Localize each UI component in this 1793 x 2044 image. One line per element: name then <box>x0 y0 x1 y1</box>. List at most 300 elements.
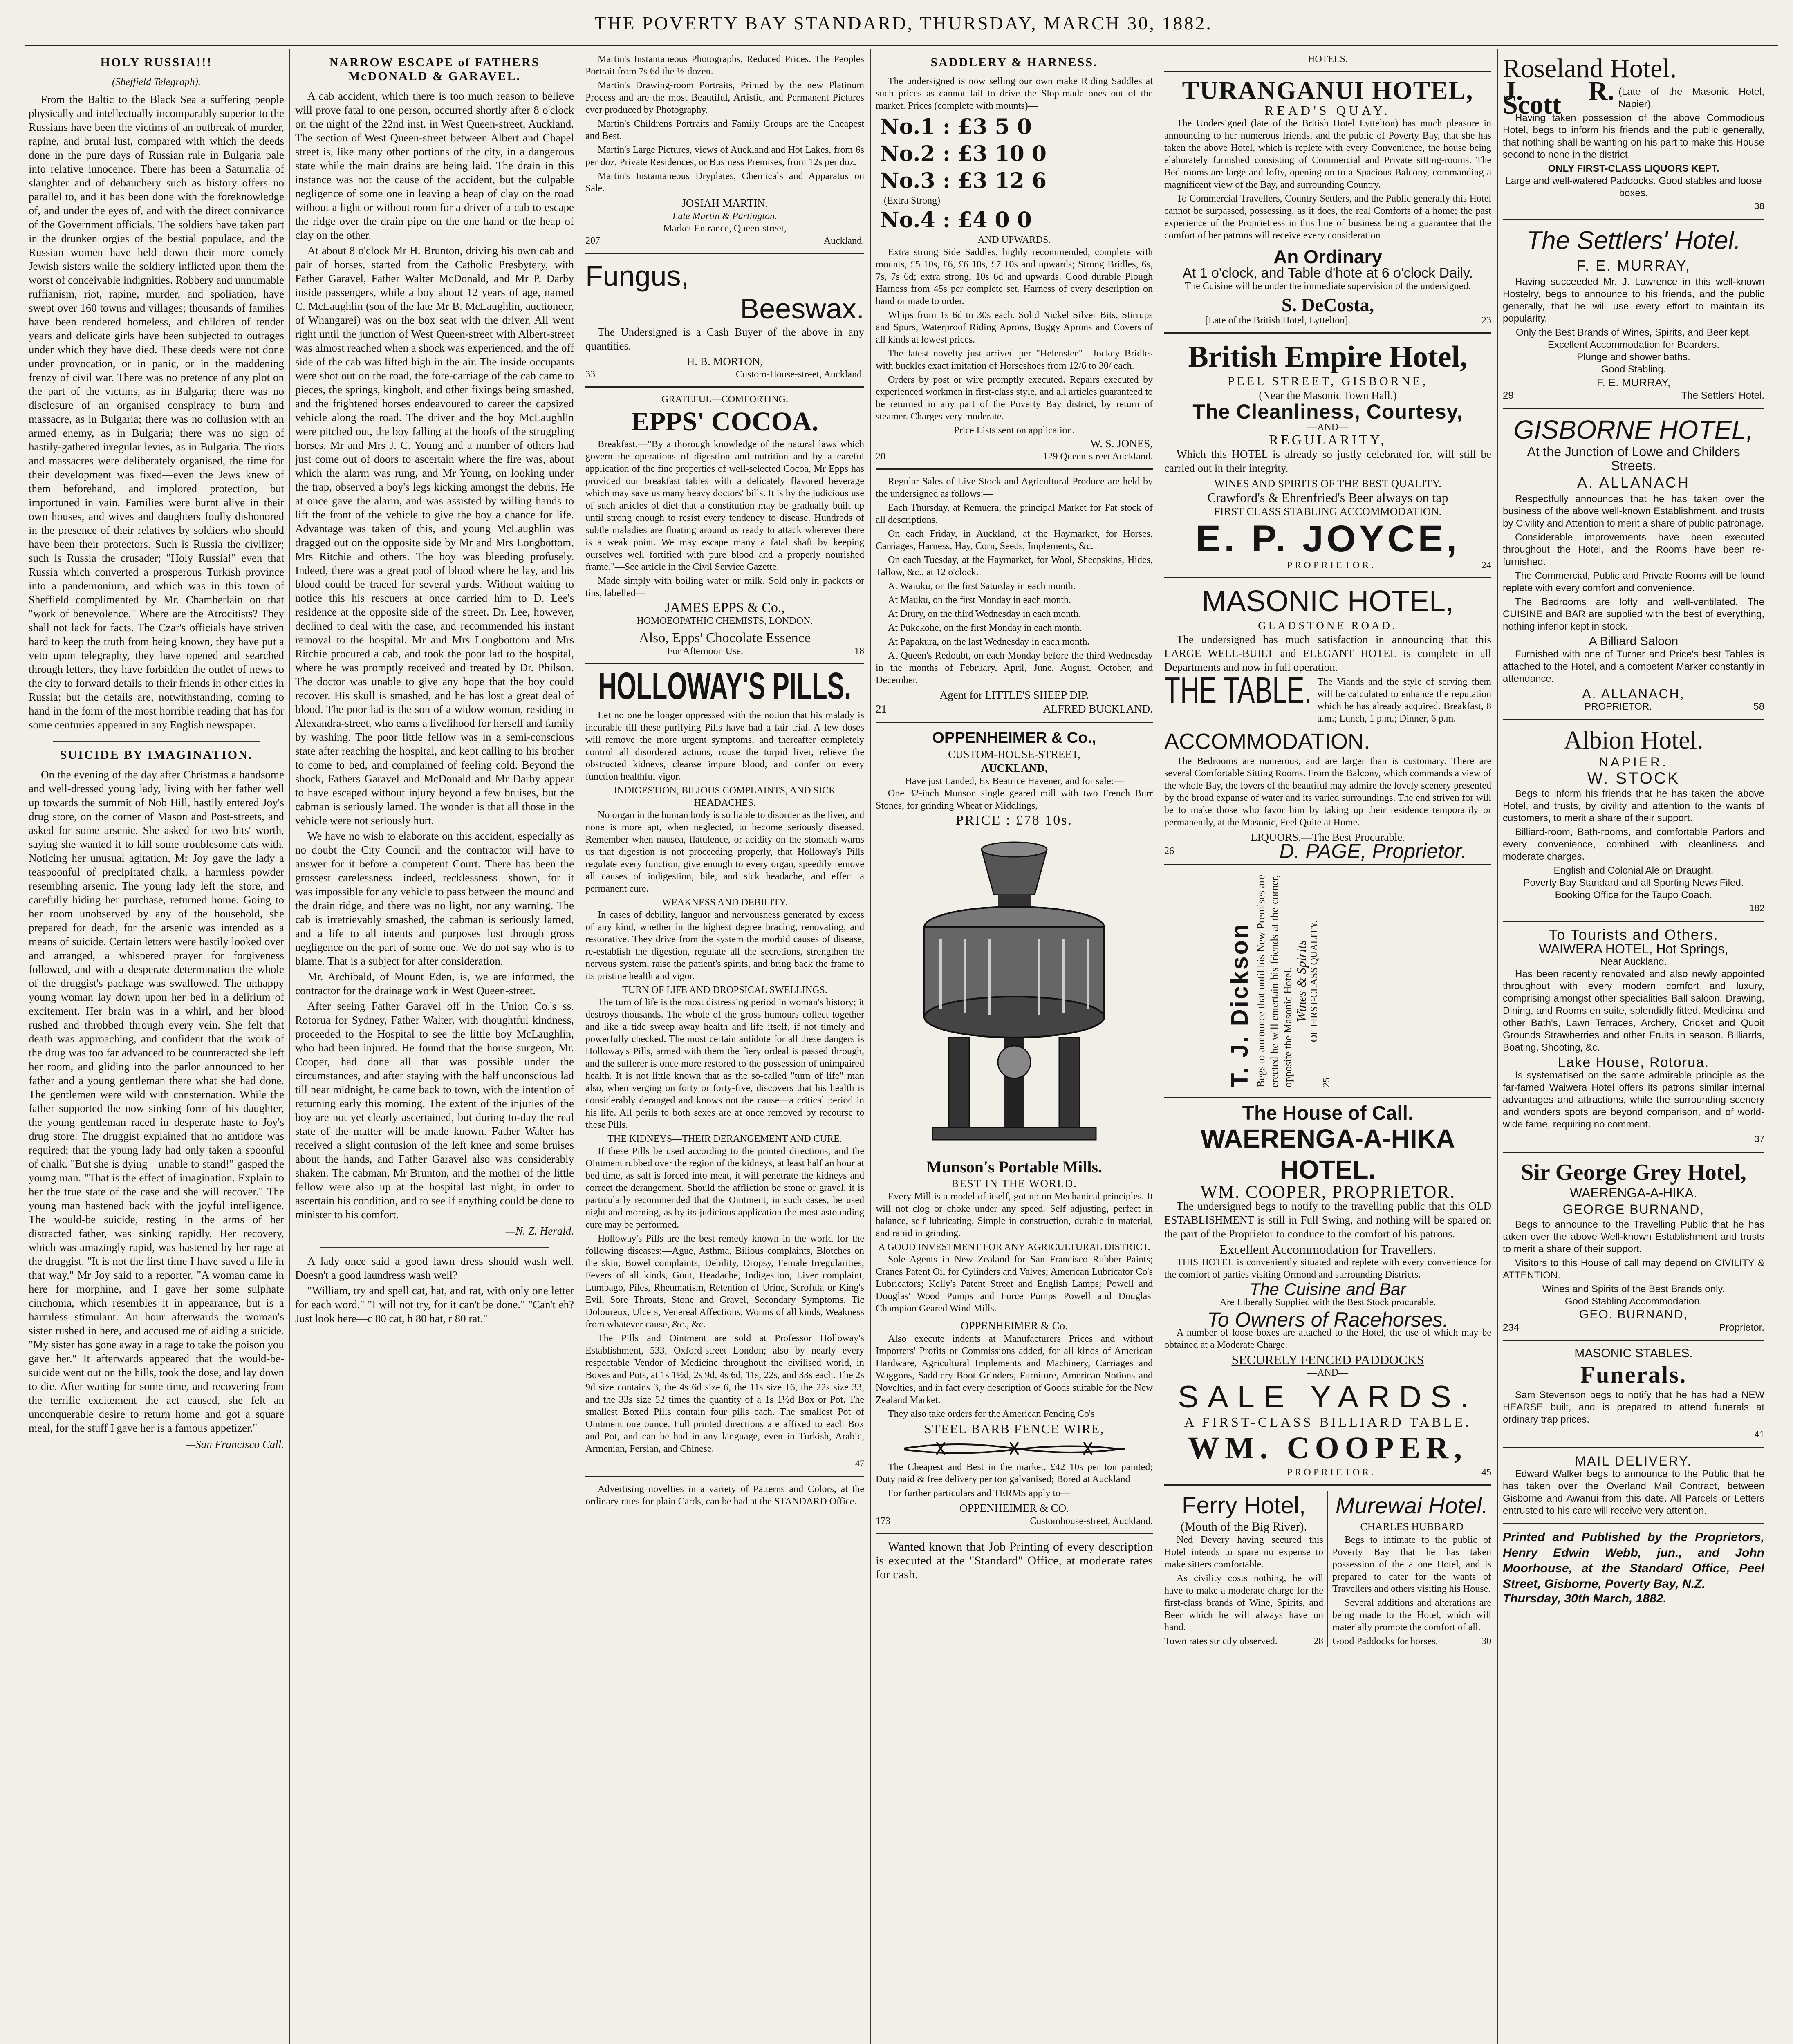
saddlery-text: Extra strong Side Saddles, highly recommended, complete with mounts, £5 10s, £6, £6 10s, £7 10s and upwards; Strong Bridles, 6s, 7s, 7s 6d; extra strong, 10s 6d and upwards. Good durable Plough Harness from 45s per complete set. Harness of every description on hand or made to order. <box>876 247 1153 307</box>
imprint-date: Thursday, 30th March, 1882. <box>1503 1592 1667 1605</box>
allanach-name: A. ALLANACH <box>1577 474 1690 491</box>
stabling-label: FIRST CLASS STABLING ACCOMMODATION. <box>1214 505 1442 518</box>
settlers-stabling: Good Stabling. <box>1601 364 1666 375</box>
fungus-footer <box>585 368 864 381</box>
dickson-ad <box>1164 871 1491 1091</box>
epps-chemists: HOMOEOPATHIC CHEMISTS, LONDON. <box>637 616 813 626</box>
turanganui-sub: READ'S QUAY. <box>1264 103 1391 118</box>
ad-number: 38 <box>1754 201 1764 211</box>
holloway-subhead: INDIGESTION, BILIOUS COMPLAINTS, AND SICK HEADACHES. <box>614 785 836 808</box>
billiard-saloon: A Billiard Saloon <box>1589 634 1679 648</box>
page-proprietor: D. PAGE, Proprietor. <box>1279 840 1467 863</box>
cuisine-bar-heading: The Cuisine and Bar <box>1249 1280 1406 1299</box>
article-separator <box>53 741 260 742</box>
scott-late: (Late of the Masonic Hotel, Napier), <box>1618 86 1764 110</box>
and-divider: —AND— <box>1307 1367 1348 1378</box>
cuisine-note: The Cuisine will be under the immediate supervision of the undersigned. <box>1185 281 1471 291</box>
saddlery-name: W. S. JONES, <box>1090 437 1153 450</box>
oppenheimer-text: Have just Landed, Ex Beatrice Havener, and for sale:— <box>905 776 1124 787</box>
sales-line: At Mauku, on the first Monday in each month. <box>888 595 1071 605</box>
oppenheimer-text: Also execute indents at Manufacturers Prices and without Importers' Profits or Commissions added, for all kinds of American Hardware, Agricultural Implements and Machinery, Carriages and Waggons, Saddlery Boot Grinders, Furniture, American Notions and Novelties, and in fact every description of Goods suitable for the New Zealand Market. <box>876 1334 1153 1405</box>
ad-number: 207 <box>585 235 600 246</box>
sales-line: At Drury, on the third Wednesday in each month. <box>888 609 1081 619</box>
article-separator <box>320 1247 549 1248</box>
ad-number: 23 <box>1481 315 1491 326</box>
martin-ad-line: Martin's Instantaneous Dryplates, Chemicals and Apparatus on Sale. <box>585 171 864 194</box>
joyce-name: E. P. JOYCE, <box>1195 518 1460 560</box>
mail-text: Edward Walker begs to announce to the Public that he has taken over the Overland Mail Contract, between Gisborne and Awanui from this date. All Parcels or Letters entrusted to his care will receive very attention. <box>1503 1468 1764 1516</box>
epps-title: EPPS' COCOA. <box>631 407 819 437</box>
british-empire-text: Which this HOTEL is already so justly celebrated for, will still be carried out in their integrity. <box>1164 448 1491 474</box>
crawford-label: Crawford's & Ehrenfried's Beer always on tap <box>1207 490 1448 505</box>
martin-name: JOSIAH MARTIN, <box>681 197 768 209</box>
masthead: THE POVERTY BAY STANDARD, THURSDAY, MARCH 30, 1882. <box>594 13 1213 34</box>
ferry-hotel-ad <box>1164 1491 1328 1647</box>
munson-title: Munson's Portable Mills. <box>926 1158 1103 1176</box>
sale-yards-heading: SALE YARDS. <box>1178 1380 1478 1414</box>
ad-number: 20 <box>876 451 885 462</box>
albion-ale: English and Colonial Ale on Draught. <box>1553 865 1714 876</box>
ad-number: 33 <box>585 369 595 380</box>
settlers-footer <box>1503 390 1764 402</box>
price-row <box>880 114 1153 141</box>
ad-separator <box>585 1476 864 1477</box>
epps-also: Also, Epps' Chocolate Essence <box>639 630 811 645</box>
grey-text: Good Stabling Accommodation. <box>1564 1296 1703 1307</box>
ordinary-time: At 1 o'clock, and Table d'hote at 6 o'clock Daily. <box>1183 265 1473 281</box>
price-value: £3 10 0 <box>958 141 1047 166</box>
fungus-text: The Undersigned is a Cash Buyer of the above in any quantities. <box>585 326 864 352</box>
dickson-wines: Wines & Spirits <box>1294 940 1309 1022</box>
epps-pretitle: GRATEFUL—COMFORTING. <box>661 394 788 405</box>
sales-footer <box>876 702 1153 716</box>
fungus-name: H. B. MORTON, <box>686 355 763 368</box>
scott-row <box>1503 76 1764 120</box>
oppenheimer-footer <box>876 1515 1153 1527</box>
ad-separator <box>1164 1097 1491 1098</box>
racehorses-heading: To Owners of Racehorses. <box>1207 1308 1449 1331</box>
column-1 <box>29 53 284 2044</box>
british-empire-street: PEEL STREET, GISBORNE, <box>1227 374 1428 388</box>
ad-separator <box>1164 332 1491 334</box>
ad-number: 26 <box>1164 846 1174 856</box>
wines-label: WINES AND SPIRITS OF THE BEST QUALITY. <box>1214 477 1441 490</box>
table-text: The Viands and the style of serving them will be calculated to enhance the reputation which he has already acquired. Breakfast, 8 a.m.; Lunch, 1 p.m.; Dinner, 6 p.m. <box>1317 677 1491 724</box>
beeswax-heading: Beeswax. <box>740 293 864 325</box>
ferry-town: Town rates strictly observed. <box>1164 1636 1278 1647</box>
settlers-text: Excellent Accommodation for Boarders. <box>1547 339 1720 350</box>
holloway-paragraph: No organ in the human body is so liable to disorder as the liver, and none is more apt, when neglected, to become seriously diseased. Remember when nausea, flatulence, or acidity on the stomach warns us that digestion is not proceeding properly, that Holloway's Pills regulate every function, give enough to every organ, speedily remove all causes of indigestion, bile, and sick headache, and effect a permanent cure. <box>585 810 864 894</box>
ad-number: 24 <box>1481 560 1491 571</box>
british-empire-near: (Near the Masonic Town Hall.) <box>1259 389 1397 401</box>
waiwera-text: Has been recently renovated and also newly appointed throughout with every modern comfort and luxury, comprising amongst other specialities Ball saloon, Drawing, Dining, and Rooms en suite, splendidly fitted. Medicinal and other Bath's, Lawn Terraces, Archery, Cricket and Quoit Grounds Strawberries and other Fruits in season. Billiards, Boating, Shooting, &c. <box>1503 968 1764 1053</box>
gisborne-text: The Bedrooms are lofty and well-ventilated. The CUISINE and BAR are supplied with the best of everything, nothing inferior kept in stock. <box>1503 596 1764 632</box>
albion-title: Albion Hotel. <box>1564 726 1703 754</box>
ad-number: 37 <box>1754 1134 1764 1144</box>
grinding-mill-illustration <box>900 833 1129 1152</box>
paddocks-label: SECURELY FENCED PADDOCKS <box>1231 1352 1424 1367</box>
price-row <box>880 168 1153 195</box>
liquors-line: LIQUORS.—The Best Procurable. <box>1251 831 1405 843</box>
turanganui-text: To Commercial Travellers, Country Settlers, and the Public generally this Hotel cannot be surpassed, possessing, as it does, the real Comforts of a home; the past experience of the Proprietress in this line of business being a guarantee that the comfort of her patrons will receive every consideration <box>1164 193 1491 241</box>
article-paragraph: From the Baltic to the Black Sea a suffering people physically and intellectually incomparably superior to the Russians have been the victims of an outbreak of murder, rapine, and brutal lust, compared with which the deeds done in the pure days of Russian rule in Bulgaria pale into relative innocence. There has been a Saturnalia of slaughter and of debauchery such as history offers no parallel to, and it has been done with the foreknowledge of, and under the eyes of, and with the direct connivance of the Government officials. The soldiers have taken part in the drunken orgies of the bestial populace, and the Russian women have held down their more comely Jewish sisters while the soldiery inflicted upon them the worst of conceivable indignities. Robbery and unnumable ruffianism, riot, rapine, murder, and spoliation, have swept over 160 towns and villages; thousands of families have been rendered homeless, and children of tender years and delicate girls have been subjected to outrages under which they have died. These deeds were not done under provocation, or in panic, or in the maddening frenzy of civil war. There was no pretence of any plot on the part of the victims, as in Bulgaria; there was no disclosure of an organised conspiracy to burn and massacre, as in Bulgaria; there was no collusion with an armed enemy, as in Bulgaria; there was no sign of hastily-gathered irregular levies, as in Bulgaria. The riots and massacres were deliberately organised, the time for their development was fixed—even the Jews knew of them beforehand, and implored protection, but importuned in vain. Families were burnt alive in their own houses, and wives and daughters foully dishonored in the presence of their relatives by soldiers who should have been their protectors. Such is Russia the civilizer; such is Russia the crusader; "Holy Russia!" even that Russia which converted a prosperous Turkish province into a pandemonium, and which was in this town of Sheffield complimented by Mr. Chamberlain on that "work of benevolence." Where are the Atrocitists? They shall not lack for facts. The Czar's officials have striven hard to keep the truth from being known, they have put a veto upon telegraphy, they have opened and searched through letters, they have forbidden the outlet of news to the city to forward details to their friends in other cities in Russia; but the details are, notwithstanding, coming to hand in the form of the most horrible reading that has for some centuries appeared in any English newspaper. <box>29 93 284 731</box>
oppenheimer-title: OPPENHEIMER & Co., <box>932 729 1096 746</box>
ad-number: 21 <box>876 703 887 715</box>
ad-number: 173 <box>876 1516 890 1526</box>
sales-line: Regular Sales of Live Stock and Agricultural Produce are held by the undersigned as follows:— <box>876 476 1153 499</box>
ad-number: 234 <box>1503 1322 1520 1333</box>
martin-city: Auckland. <box>823 235 864 246</box>
decosta-late: [Late of the British Hotel, Lyttelton]. <box>1205 315 1351 326</box>
and-divider: —AND— <box>1307 422 1348 433</box>
sales-line: On each Friday, in Auckland, at the Haymarket, for Horses, Carriages, Harness, Hay, Corn, Seeds, Implements, &c. <box>876 529 1153 551</box>
epps-text: Breakfast.—"By a thorough knowledge of the natural laws which govern the operations of digestion and nutrition and by a careful application of the fine properties of well-selected Cocoa, Mr Epps has provided our breakfast tables with a delicately flavored beverage which may save us many heavy doctors' bills. It is by the judicious use of such articles of diet that a constitution may be gradually built up until strong enough to resist every tendency to disease. Hundreds of subtle maladies are floating around us ready to attack wherever there is a weak point. We may escape many a fatal shaft by keeping ourselves well fortified with pure blood and a properly nourished frame."—See article in the Civil Service Gazette. <box>585 439 864 572</box>
burnand-signature: GEO. BURNAND, <box>1579 1308 1688 1321</box>
column-6 <box>1503 53 1764 2044</box>
oppenheimer-text: One 32-inch Munson single geared mill with two French Burr Stones, for grinding Wheat or Middlings, <box>876 788 1153 811</box>
cooper-proprietor-label: PROPRIETOR. <box>1287 1467 1376 1478</box>
grey-text: Begs to announce to the Travelling Public that he has taken over the above Well-known Establishment and trusts to merit a share of their support. <box>1503 1219 1764 1255</box>
article-source: (Sheffield Telegraph). <box>112 76 201 87</box>
column-divider <box>289 49 290 2044</box>
lake-house-text: Is systematised on the same admirable principle as the far-famed Waiwera Hotel offers its patrons similar internal advantages and attractions, while the surrounding scenery and wonders spots are beyond comparison, and of world-wide fame, requiring no comment. <box>1503 1070 1764 1130</box>
albion-text: Billiard-room, Bath-rooms, and comfortable Parlors and every convenience, combined with cleanliness and moderate charges. <box>1503 827 1764 862</box>
upwards-label: AND UPWARDS. <box>977 235 1051 245</box>
dickson-rotated <box>1226 875 1418 1087</box>
cooper-proprietor: WM. COOPER, PROPRIETOR. <box>1200 1182 1455 1202</box>
martin-ad-line: Martin's Drawing-room Portraits, Printed by the new Platinum Process and are the most Beautiful, Artistic, and Permanent Pictures ever produced by Photography. <box>585 80 864 115</box>
imprint: Printed and Published by the Proprietors, Henry Edwin Webb, jun., and John Moorhouse, at the Standard Office, Peel Street, Gisborne, Poverty Bay, N.Z. <box>1503 1531 1764 1591</box>
settlers-signature: The Settlers' Hotel. <box>1681 390 1764 401</box>
oppenheimer-street: CUSTOM-HOUSE-STREET, <box>948 748 1080 760</box>
holloway-paragraph: If these Pills be used according to the printed directions, and the Ointment rubbed over the region of the kidneys, at least half an hour at bed time, as salt is forced into meat, it will penetrate the kidneys and correct the derangement. Should the affliction be stone or gravel, it is particularly recommended that the Ointment, in such cases, be used night and morning, as by its judicious application the most astounding cure may be performed. <box>585 1146 864 1230</box>
price-value: £3 5 0 <box>958 114 1032 139</box>
oppenheimer-title: OPPENHEIMER & CO. <box>959 1502 1069 1514</box>
ad-number: 25 <box>1321 1078 1332 1087</box>
funerals-heading: Funerals. <box>1580 1361 1687 1388</box>
ad-number: 30 <box>1481 1636 1491 1647</box>
settlers-text: Only the Best Brands of Wines, Spirits, and Beer kept. <box>1515 327 1752 338</box>
joyce-proprietor: PROPRIETOR. <box>1287 560 1376 571</box>
waiwera-near: Near Auckland. <box>1600 956 1667 967</box>
ad-separator <box>1503 408 1764 409</box>
ferry-footer <box>1164 1635 1323 1647</box>
price-list <box>876 114 1153 234</box>
martin-ad-line: Martin's Instantaneous Photographs, Reduced Prices. The Peoples Portrait from 7s 6d the ½-dozen. <box>585 54 864 77</box>
ad-separator <box>1503 1523 1764 1524</box>
roseland-liquors: ONLY FIRST-CLASS LIQUORS KEPT. <box>1548 163 1719 174</box>
gisborne-sub: At the Junction of Lowe and Childers Streets. <box>1527 444 1740 473</box>
murray-signature: F. E. MURRAY, <box>1596 377 1671 389</box>
article-signature: —San Francisco Call. <box>186 1438 284 1450</box>
article-title: HOLY RUSSIA!!! <box>100 56 213 69</box>
column-5 <box>1164 53 1491 2044</box>
ad-separator <box>585 386 864 388</box>
ad-number: 28 <box>1313 1636 1323 1647</box>
gisborne-text: Respectfully announces that he has taken over the business of the above well-known Establishment, and trusts by Civility and Attention to merit a share of public patronage. <box>1503 493 1764 529</box>
holloway-paragraph: In cases of debility, languor and nervousness generated by excess of any kind, whether in the highest degree bracing, renovating, and restorative. They drive from the system the morbid causes of disease, re-establish the digestion, regulate all the secretions, strengthen the nervous system, raise the patient's spirits, and bring back the frame to its pristine health and vigor. <box>585 910 864 982</box>
price-label: No.1 : <box>880 114 950 139</box>
ad-separator <box>1503 1447 1764 1448</box>
albion-sub: NAPIER. <box>1598 755 1669 769</box>
gisborne-text: The Commercial, Public and Private Rooms will be found replete with every comfort and convenience. <box>1503 570 1764 594</box>
ad-number: 41 <box>1754 1429 1764 1439</box>
regularity-heading: REGULARITY, <box>1269 433 1387 448</box>
murewai-text: Several additions and alterations are being made to the Hotel, which will materially promote the comfort of all. <box>1332 1598 1491 1633</box>
house-of-call-heading: The House of Call. <box>1242 1103 1414 1124</box>
article-title: SUICIDE BY IMAGINATION. <box>60 748 253 762</box>
grey-footer <box>1503 1322 1764 1334</box>
roseland-paddocks: Large and well-watered Paddocks. Good stables and loose boxes. <box>1505 175 1762 199</box>
oppenheimer-address: Customhouse-street, Auckland. <box>1030 1516 1153 1526</box>
burnand-proprietor: Proprietor. <box>1719 1322 1764 1333</box>
decosta-footer <box>1164 314 1491 327</box>
settlers-title: The Settlers' Hotel. <box>1526 226 1741 255</box>
saddlery-text: Price Lists sent on application. <box>954 425 1075 436</box>
price-value: £4 0 0 <box>958 208 1032 233</box>
column-3 <box>585 53 864 2044</box>
ad-separator <box>1164 71 1491 72</box>
ferry-murewai-row <box>1164 1491 1491 1647</box>
joke-paragraph: A lady once said a good lawn dress should wash well. Doesn't a good laundress wash well? <box>295 1255 574 1281</box>
murray-name: F. E. MURRAY, <box>1576 257 1691 274</box>
ad-separator <box>1503 1152 1764 1153</box>
article-paragraph: After seeing Father Garavel off in the Union Co.'s ss. Rotorua for Sydney, Father Walter, with thoughtful kindness, proceeded to the Hospital to see the little boy McLaughlin, who had been injured. He found that the house surgeon, Mr. Cooper, had done all that was possible under the circumstances, and after staying with the half unconscious lad till near midnight, he came back to town, with the intention of returning early this morning. The extent of the injuries of the boy are not yet clearly ascertained, but during to-day the real state of the matter will be made known. Father Walter has received a slight contusion of the left knee and some bruises about the hands, and Father Garavel also was considerably shaken. The cabman, Mr Brunton, and the mother of the little fellow were also up at the hospital last night, in order to ascertain his condition, and to see if anything could be done to minister to his comfort. <box>295 1000 574 1221</box>
holloway-subhead: WEAKNESS AND DEBILITY. <box>662 897 788 908</box>
table-section <box>1164 669 1491 725</box>
ad-separator <box>585 253 864 254</box>
ad-separator <box>1164 577 1491 578</box>
grey-sub: WAERENGA-A-HIKA. <box>1570 1186 1697 1200</box>
ad-separator <box>876 722 1153 723</box>
liberal-supply: Are Liberally Supplied with the Best Stock procurable. <box>1219 1297 1436 1308</box>
waerenga-text: The undersigned begs to notify to the travelling public that this OLD ESTABLISHMENT is still in Full Swing, and nothing will be spared on the part of the Proprietor to conduce to the comfort of his patrons. <box>1164 1200 1491 1240</box>
barb-wire-label: STEEL BARB FENCE WIRE, <box>924 1421 1105 1436</box>
albion-booking: Booking Office for the Taupo Coach. <box>1555 890 1712 901</box>
ad-number: 182 <box>1749 903 1764 913</box>
ad-separator <box>876 1533 1153 1534</box>
column-2 <box>295 53 574 2044</box>
settlers-text: Having succeeded Mr. J. Lawrence in this well-known Hostelry, begs to announce to his friends, and the public generally, that he will use every effort to maintain its popularity. <box>1503 276 1764 324</box>
accommodation-heading: ACCOMMODATION. <box>1164 729 1370 754</box>
ad-number: 29 <box>1503 390 1514 401</box>
saddlery-address: 129 Queen-street Auckland. <box>1043 451 1153 462</box>
sales-line: At Papakura, on the last Wednesday in each month. <box>888 637 1090 647</box>
holloway-subhead: THE KIDNEYS—THEIR DERANGEMENT AND CURE. <box>607 1134 842 1144</box>
martin-footer <box>585 235 864 247</box>
cooper-name: WM. COOPER, <box>1188 1431 1468 1465</box>
turanganui-title: TURANGANUI HOTEL, <box>1182 77 1474 105</box>
ad-separator <box>1503 719 1764 720</box>
holloway-paragraph: The Pills and Ointment are sold at Professor Holloway's Establishment, 533, Oxford-street London; also by nearly every respectable Vendor of Medicine throughout the civilised world, in Boxes and Pots, at 1s 1½d, 2s 9d, 4s 6d, 11s, 22s, and 33s each. The 2s 9d size contains 3, the 4s 6d size 6, the 11s size 16, the 22s size 33, and the 33s size 52 times the quantity of a 1s 1½d Box or Pot. The smallest Boxed Pills contain four pills each. The smallest Pot of Ointment one ounce. Full printed directions are affixed to each Box and Pot, and can be had in any language, even in Turkish, Arabic, Armenian, Persian, and Chinese. <box>585 1333 864 1454</box>
sales-line: At Queen's Redoubt, on each Monday before the third Wednesday in the months of February, April, June, August, October, and December. <box>876 650 1153 686</box>
ad-separator <box>1503 921 1764 922</box>
epps-footer <box>585 645 864 657</box>
joke-paragraph: "William, try and spell cat, hat, and rat, with only one letter for each word." "I will not try, for it can't be done." "Can't eh? Just look here—c 80 cat, h 80 hat, r 80 rat." <box>295 1284 574 1325</box>
price-row <box>880 207 1153 234</box>
article-paragraph: On the evening of the day after Christmas a handsome and well-dressed young lady, living with her father well up towards the summit of Nob Hill, hastily entered Joy's drug store, on the corner of Mason and Post-streets, and asked for some arsenic. She asked for two bits' worth, saying she wanted it to kill some troublesome cats with. Noticing her unusual agitation, Mr Joy gave the lady a teaspoonful of precipitated chalk, a harmless powder resembling arsenic. The young lady left the store, and carefully hiding her purchase, returned home. Going to her room unobserved by any of the household, she prepared for death, for the arsenic was intended as a means of suicide. Certain letters were hastily looked over and arranged, a whispered prayer for forgiveness followed, and with a desperate determination the whole of the druggist's package was swallowed. The unhappy young woman lay down upon her bed in a delirium of excitement. Her brain was in a whirl, and her blood rushed and throbbed through every vein. She felt that death was approaching, and confident that the work of the drug was too far advanced to be counteracted she left her room, and gliding into the parlor announced to her father and a young gentleman there what she had done. The gentlemen were wild with consternation. While the father supported the now sinking form of his daughter, the young gentleman raced in desperate haste to Joy's drug store. The druggist explained that no antidote was required; that the young lady had only taken a spoonful of chalk. "But she is dying—unable to stand!" gasped the young man. "That is the effect of imagination. Explain to her the true state of the case and she will recover." The young man hastened back with the joyful intelligence. The would-be suicide, resting in the arms of her distracted father, was sinking rapidly. Her recovery, which was amazingly rapid, was hastened by her rage at the druggist. "It is not the first time I have saved a life in that way," Mr Joy said to a reporter. "A woman came in here for morphine, and I gave her some sulphate cinchonia, which resembles it in appearance, but is a harmless stimulant. An hour afterwards the woman's sister rushed in here, and accused me of aiding a suicide. "My sister has gone away in a rage to take the poison you gave her." It afterwards appeared that the would-be-suicide went out on the hills, took the dose, and lay down to die. After waiting for some time, and recovering from the terrific excitement the act caused, she felt an unconquerable desire to return home and got a square meal, for the stuff I gave her is a famous appetizer." <box>29 769 284 1434</box>
holloway-title: HOLLOWAY'S PILLS. <box>598 665 852 708</box>
albion-news: Poverty Bay Standard and all Sporting News Filed. <box>1523 877 1744 888</box>
munson-text: Every Mill is a model of itself, got up on Mechanical principles. It will not clog or choke under any speed. Self adjusting, perfect in balance, self lubricating. Simple in construction, durable in material, and rapid in grinding. <box>876 1191 1153 1239</box>
ferry-sub: (Mouth of the Big River). <box>1180 1520 1307 1533</box>
billiard-table-label: A FIRST-CLASS BILLIARD TABLE. <box>1184 1415 1472 1430</box>
sales-line: On each Tuesday, at the Haymarket, for Wool, Sheepskins, Hides, Tallow, &c., at 12 o'clock. <box>876 555 1153 578</box>
mill-price: PRICE : £78 10s. <box>955 813 1073 828</box>
article-paragraph: A cab accident, which there is too much reason to believe will prove fatal to one person, occurred shortly after 8 o'clock on the night of the 22nd inst. in West Queen-street, Auckland. The section of West Queen-street between Albert and Chapel street is, like many other portions of the city, in a dangerous state while the main drains are being laid. The drain in this instance was not the cause of the accident, but the culpable negligence of some one in leaving a heap of clay on the road without a light or without room for a driver of a cab to escape the ridge over the drain pipe on the one hand or the heap of clay on the other. <box>295 90 574 241</box>
allanach-proprietor: PROPRIETOR. <box>1585 701 1652 712</box>
allanach-signature: A. ALLANACH, <box>1582 686 1685 701</box>
oppenheimer-city: AUCKLAND, <box>981 762 1048 774</box>
joyce-footer <box>1164 559 1491 572</box>
cleanliness-heading: The Cleanliness, Courtesy, <box>1192 400 1463 423</box>
munson-best: BEST IN THE WORLD. <box>951 1177 1077 1190</box>
turanganui-text: The Undersigned (late of the British Hotel Lyttelton) has much pleasure in announcing to her numerous friends, and the public of Poverty Bay, that she has taken the above Hotel, which is replete with every Convenience, the house being elaborately furnished consisting of Commercial and Private sitting-rooms. The Bed-rooms are large and lofty, opening on to a Spacious Balcony, commanding a magnificent view of the Bay, and surrounding Country. <box>1164 118 1491 190</box>
ad-separator <box>1503 219 1764 220</box>
saddlery-footer <box>876 450 1153 463</box>
ad-number: 58 <box>1753 701 1764 712</box>
holloway-subhead: TURN OF LIFE AND DROPSICAL SWELLINGS. <box>622 985 827 995</box>
murewai-title: Murewai Hotel. <box>1335 1493 1488 1518</box>
price-value: £3 12 6 <box>958 168 1047 193</box>
masthead-rule <box>25 45 1778 47</box>
epps-company: JAMES EPPS & Co., <box>665 600 785 615</box>
ad-separator <box>1503 1340 1764 1341</box>
grey-hotel-title: Sir George Grey Hotel, <box>1521 1160 1746 1185</box>
saddlery-header: SADDLERY & HARNESS. <box>930 56 1098 69</box>
article-title: NARROW ESCAPE of FATHERS McDONALD & GARAVEL. <box>329 56 540 83</box>
decosta-name: S. DeCosta, <box>1281 294 1374 315</box>
racehorses-text: A number of loose boxes are attached to the Hotel, the use of which may be obtained at a Moderate Charge. <box>1164 1327 1491 1350</box>
column-divider <box>1497 49 1498 2044</box>
holloway-paragraph: Holloway's Pills are the best remedy known in the world for the following diseases:—Ague, Asthma, Bilious complaints, Blotches on the skin, Bowel complaints, Debility, Dropsy, Female Irregularities, Fevers of all kinds, Gout, Headache, Indigestion, Liver complaint, Lumbago, Piles, Rheumatism, Retention of Urine, Scrofula or King's Evil, Sore Throats, Stone and Gravel, Secondary Symptoms, Tic Doloureux, Ulcers, Venereal Affections, Worms of all kinds, Weakness from whatever cause, &c., &c. <box>585 1233 864 1330</box>
price-row <box>880 141 1153 168</box>
waerenga-title: WAERENGA-A-HIKA HOTEL. <box>1200 1124 1455 1184</box>
column-4 <box>876 53 1153 2044</box>
ad-number: 47 <box>855 1458 864 1468</box>
ad-separator <box>876 468 1153 470</box>
roseland-title: Roseland Hotel. <box>1503 54 1677 83</box>
fungus-heading: Fungus, <box>585 260 689 292</box>
ad-separator <box>1164 864 1491 865</box>
sales-name: ALFRED BUCKLAND. <box>1043 703 1153 715</box>
wanted-notice: Wanted known that Job Printing of every description is executed at the "Standard" Office, at moderate rates for cash. <box>876 1540 1153 1581</box>
holloway-paragraph: The turn of life is the most distressing period in woman's history; it destroys thousands. The whole of the gross humours collect together and like a tide sweep away health and life itself, if not timely and powerfully checked. The most certain antidote for all these dangers is Holloway's Pills, armed with them the fiery ordeal is passed through, and the sufferer is once more restored to the possession of unimpaired health. It is not little known that as the so-called "turn of life" man also, when verging on forty or forty-five, discovers that his health is considerably deranged and knows not the cause—a critical period in his life. All perils to both sexes are at once removed by recourse to these Pills. <box>585 997 864 1130</box>
british-empire-title: British Empire Hotel, <box>1188 340 1468 374</box>
investment-label: A GOOD INVESTMENT FOR ANY AGRICULTURAL DISTRICT. <box>878 1242 1150 1253</box>
article-paragraph: We have no wish to elaborate on this accident, especially as no doubt the City Council and the contractor will have to answer for it before a competent Court. There has been the grossest carelessness—indeed, recklessness—shown, for it was impossible for any vehicle to pass between the mound and the drain ridge, and there was no light, nor any warning. The cab is irretrievably smashed, the cabman is seriously lamed, and a life to all intents and purposes lost through gross negligence on the part of some one. We do not say who is to blame. That is a subject for after consideration. <box>295 830 574 967</box>
funerals-text: Sam Stevenson begs to notify that he has had a NEW HEARSE built, and is prepared to attend funerals at ordinary trap prices. <box>1503 1390 1764 1425</box>
gisborne-text: Furnished with one of Turner and Price's best Tables is attached to the Hotel, and a competent Marker constantly in attendance. <box>1503 649 1764 684</box>
hotels-header: HOTELS. <box>1308 54 1348 65</box>
saddlery-text: Orders by post or wire promptly executed. Repairs executed by experienced workmen in first-class style, and all articles guaranteed to be returned in any part of the Poverty Bay district, by return of steamer. Charges very moderate. <box>876 374 1153 422</box>
article-paragraph: Mr. Archibald, of Mount Eden, is, we are informed, the contractor for the drainage work in West Queen-street. <box>295 970 574 997</box>
stock-name: W. STOCK <box>1587 769 1680 787</box>
murewai-paddocks: Good Paddocks for horses. <box>1332 1636 1438 1647</box>
excellent-accommodation: Excellent Accommodation for Travellers. <box>1219 1242 1436 1257</box>
roseland-text: Having taken possession of the above Commodious Hotel, begs to inform his friends and the public generally, that nothing shall be wanting on his part to make this House second to none in the district. <box>1503 112 1764 160</box>
grey-text: Visitors to this House of call may depend on CIVILITY & ATTENTION. <box>1503 1257 1764 1281</box>
gisborne-title: GISBORNE HOTEL, <box>1513 415 1754 444</box>
saddlery-text: Whips from 1s 6d to 30s each. Solid Nickel Silver Bits, Stirrups and Spurs, Waterproof Riding Aprons, Buggy Aprons and Covers of all kinds at lowest prices. <box>876 310 1153 345</box>
dickson-name: T. J. Dickson <box>1226 922 1253 1087</box>
martin-address: Market Entrance, Queen-street, <box>663 223 787 234</box>
ferry-text: As civility costs nothing, he will have to make a moderate charge for the first-class brands of Wine, Spirits, and Beer which he will always have on hand. <box>1164 1573 1323 1633</box>
price-label: No.4 : <box>880 208 950 233</box>
sales-line: At Waiuku, on the first Saturday in each month. <box>888 581 1076 592</box>
article-paragraph: At about 8 o'clock Mr H. Brunton, driving his own cab and pair of horses, started from the Catholic Presbytery, with Father Garavel, Father Walter McDonald, and Mr P. Darby inside passengers, while a boy about 12 years of age, named C. McLaughlin (son of the late Mr B. McLaughlin, auctioneer, of Whangarei) was on the box seat with the driver. All went right until the junction of West Queen-street with Albert-street was almost reached when a shock was experienced, and the off side of the cab was lifted high in the air. The inside occupants were shot out on the road, the fore-carriage of the cab came to pieces, the springs, kingbolt, and other fixings being smashed, and the frightened horses endeavoured to career the capsized vehicle along the road. The driver and the boy McLaughlin were pitched out, the boy falling at the hoofs of the struggling horses. Mr and Mrs J. C. Young and a number of others had just come out of doors to ascertain where the fire was, about which the alarm was rung, and Mr Young, on looking under the trap, observed a boy's legs kicking amongst the debris. He at once gave the alarm, and was assisted by willing hands to lift the front of the vehicle to give the boy a chance for life. Advantage was taken of this, and young McLaughlin was dragged out on the opposite side by Mr and Mrs Longbottom, Mrs Ritchie and others. The boy was bleeding profusely. Indeed, there was a great pool of blood where he lay, and his blood could be traced for several yards. Without waiting to notice this his rescuers at once carried him to D. Lee's residence at the opposite side of the street. Dr. Lee, however, declined to deal with the case, and recommended his instant removal to the hospital. Mr and Mrs Longbottom and Mrs Ritchie procured a cab, and took the poor lad to the hospital, where he was promptly received and treated by Dr. Philson. The doctor was unable to give any hope that the boy could recover. His skull is smashed, and he has lost a great deal of blood. The poor lad is the son of a widow woman, residing in Alexandra-street, who earns a livelihood for herself and family by washing. The poor little fellow was in a semi-conscious state after reaching the hospital, and kept calling to his brother to come to bed, and complained of feeling cold. Beyond the shock, Fathers Garavel and McDonald and Mr Darby appear to have escaped without injury beyond a few bruises, but the cabman is seriously lamed. The wonder is that all those in the vehicle were not seriously hurt. <box>295 244 574 827</box>
sales-line: Agent for LITTLE'S SHEEP DIP. <box>939 689 1089 701</box>
martin-ad-line: Martin's Large Pictures, views of Auckland and Hot Lakes, from 6s per doz, Private Residences, or Business Premises, from 12s per doz. <box>585 145 864 168</box>
ordinary-heading: An Ordinary <box>1273 246 1382 267</box>
epps-text: Made simply with boiling water or milk. Sold only in packets or tins, labelled— <box>585 576 864 598</box>
price-label: No.3 : <box>880 168 950 193</box>
waiwera-title: WAIWERA HOTEL, Hot Springs, <box>1539 941 1728 956</box>
table-heading: THE TABLE. <box>1164 669 1312 711</box>
sales-line: At Pukekohe, on the first Monday in each month. <box>888 623 1082 633</box>
albion-text: Begs to inform his friends that he has taken the above Hotel, and trusts, by civility and attention to the wants of customers, to merit a share of their support. <box>1503 788 1764 824</box>
barbed-wire-illustration <box>900 1438 1129 1459</box>
mail-heading: MAIL DELIVERY. <box>1575 1454 1692 1468</box>
martin-sub: Late Martin & Partington. <box>672 211 777 222</box>
murewai-text: Begs to intimate to the public of Poverty Bay that he has taken possession of the a one Hotel, and is prepared to cater for the wants of Travellers and others visiting his House. <box>1332 1535 1491 1594</box>
gisborne-text: Considerable improvements have been executed throughout the Hotel, and the Rooms have been re-furnished. <box>1503 532 1764 567</box>
ad-number: 18 <box>854 646 864 657</box>
tourists-heading: To Tourists and Others. <box>1549 926 1719 943</box>
ad-separator <box>585 663 864 664</box>
lake-house-title: Lake House, Rotorua. <box>1558 1055 1710 1070</box>
ferry-text: Ned Devery having secured this Hotel intends to spare no expense to make sitters comfortable. <box>1164 1535 1323 1570</box>
holloway-paragraph: Let no one be longer oppressed with the notion that his malady is incurable till these purifying Pills have had a fair trial. A few doses will remove the more urgent symptoms, and thereafter completely control all disordered actions, rouse the torpid liver, relieve the obstructed kidneys, cleanse impure blood, and confer on every function healthful vigor. <box>585 710 864 782</box>
dickson-quality: OF FIRST-CLASS QUALITY. <box>1309 920 1320 1042</box>
accommodation-text: The Bedrooms are numerous, and are larger than is customary. There are several Comfortable Sitting Rooms. From the Balcony, which commands a view of the whole Bay, the lovers of the beautiful may admire the lovely scenery presented by the broad expanse of water and its varied surroundings. The end striven for will be to make those who favor him by taking up their residence temporarily or permanently, at the Masonic, Feel Quite at Home. <box>1164 756 1491 828</box>
masonic-sub: GLADSTONE ROAD. <box>1258 619 1398 632</box>
hubbard-name: CHARLES HUBBARD <box>1360 1521 1464 1533</box>
oppenheimer-text: They also take orders for the American Fencing Co's <box>888 1409 1095 1419</box>
barb-wire-text: For further particulars and TERMS apply to— <box>888 1488 1071 1499</box>
murewai-hotel-ad <box>1328 1491 1491 1647</box>
barb-wire-text: The Cheapest and Best in the market, £42 10s per ton painted; Duty paid & free delivery per ton galvanised; Bored at Auckland <box>876 1462 1153 1485</box>
advertising-notice: Advertising novelties in a variety of Patterns and Colors, at the ordinary rates for plain Cards, can be had at the STANDARD Office. <box>585 1484 864 1507</box>
scott-name: J. R. Scott <box>1503 76 1614 120</box>
fungus-address: Custom-House-street, Auckland. <box>736 369 864 380</box>
oppenheimer-title: OPPENHEIMER & Co. <box>961 1320 1068 1332</box>
price-label: No.2 : <box>880 141 950 166</box>
burnand-name: GEORGE BURNAND, <box>1562 1202 1705 1217</box>
sales-line: Each Thursday, at Remuera, the principal Market for Fat stock of all descriptions. <box>876 502 1153 525</box>
page-footer <box>1164 840 1491 863</box>
epps-use: For Afternoon Use. <box>667 646 743 657</box>
saddlery-intro: The undersigned is now selling our own make Riding Saddles at such prices as cannot fail to drive the Slop-made ones out of the market. Prices (complete with mounts)— <box>876 76 1153 111</box>
dickson-text: Begs to announce that until his New Premises are erected he will entertain his friends at the corner, opposite the Masonic Hotel. <box>1255 875 1294 1087</box>
price-note: (Extra Strong) <box>884 195 940 206</box>
cooper-footer <box>1164 1466 1491 1479</box>
settlers-plunge: Plunge and shower baths. <box>1577 352 1690 363</box>
murewai-footer <box>1332 1635 1491 1647</box>
ferry-title: Ferry Hotel, <box>1182 1492 1306 1519</box>
sole-agents-text: Sole Agents in New Zealand for San Francisco Rubber Paints; Cranes Patent Oil for Cylinders and Valves; American Lubricator Co's Lubricators; Kelly's Patent Street and English Lamps; Powell and Douglas' Wood Pumps and Force Pumps Powell and Douglas' Champion Geared Wind Mills. <box>876 1254 1153 1314</box>
waerenga-text: THIS HOTEL is conveniently situated and replete with every convenience for the comfort of parties visiting Ormond and surrounding Districts. <box>1164 1257 1491 1280</box>
grey-text: Wines and Spirits of the Best Brands only. <box>1542 1284 1725 1295</box>
ad-separator <box>1164 1484 1491 1486</box>
article-signature: —N. Z. Herald. <box>505 1225 574 1237</box>
stables-heading: MASONIC STABLES. <box>1574 1347 1693 1360</box>
saddlery-text: The latest novelty just arrived per "Helenslee"—Jockey Bridles with buckles exact imitation of Horseshoes from 12/6 to 30/ each. <box>876 348 1153 371</box>
ad-number: 45 <box>1481 1467 1491 1478</box>
martin-ad-line: Martin's Childrens Portraits and Family Groups are the Cheapest and Best. <box>585 119 864 141</box>
masonic-text: The undersigned has much satisfaction in announcing that this LARGE WELL-BUILT and ELEGANT HOTEL is complete in all Departments and now in full operation. <box>1164 633 1491 673</box>
column-divider <box>870 49 871 2044</box>
